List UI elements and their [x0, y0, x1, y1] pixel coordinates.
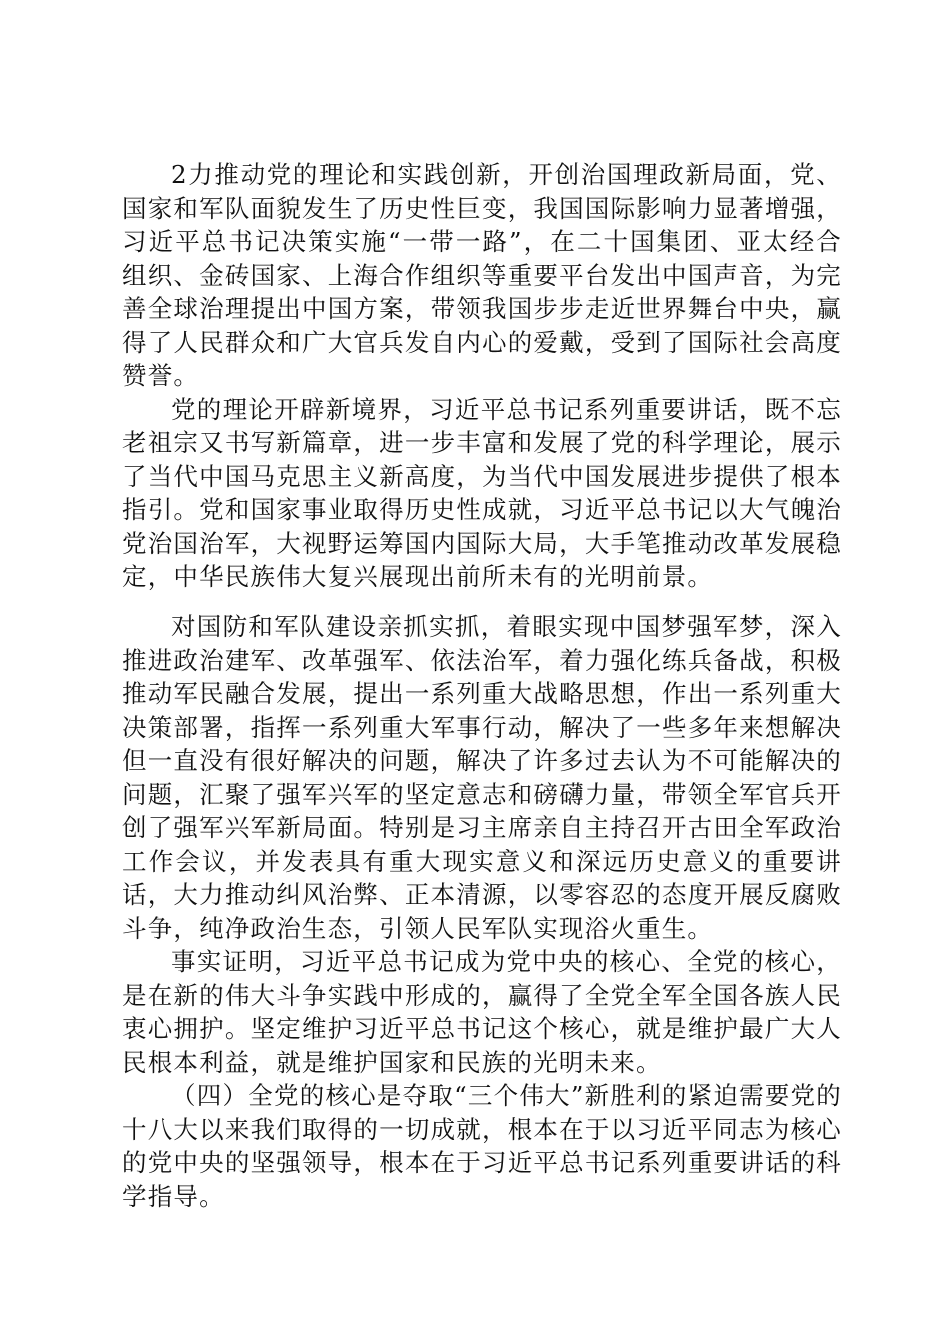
text-block-upper [122, 158, 842, 594]
paragraph: 事实证明，习近平总书记成为党中央的核心、全党的核心，是在新的伟大斗争实践中形成的，赢得了全党全军全国各族人民衷心拥护。坚定维护习近平总书记这个核心，就是维护最广大人民根本利益，就是维护国家和民族的光明未来。 [122, 947, 842, 1077]
paragraph: 2力推动党的理论和实践创新，开创治国理政新局面，党、国家和军队面貌发生了历史性巨变，我国国际影响力显著增强，习近平总书记决策实施“一带一路”，在二十国集团、亚太经合组织、金砖国家、上海合作组织等重要平台发出中国声音，为完善全球治理提出中国方案，带领我国步步走近世界舞台中央，赢得了人民群众和广大官兵发自内心的爱戴，受到了国际社会高度赞誉。 [122, 160, 842, 390]
paragraph: 对国防和军队建设亲抓实抓，着眼实现中国梦强军梦，深入推进政治建军、改革强军、依法治军，着力强化练兵备战，积极推动军民融合发展，提出一系列重大战略思想，作出一系列重大决策部署，指挥一系列重大军事行动，解决了一些多年来想解决但一直没有很好解决的问题，解决了许多过去认为不可能解决的问题，汇聚了强军兴军的坚定意志和磅礴力量，带领全军官兵开创了强军兴军新局面。特别是习主席亲自主持召开古田全军政治工作会议，并发表具有重大现实意义和深远历史意义的重要讲话，大力推动纠风治弊、正本清源，以零容忍的态度开展反腐败斗争，纯净政治生态，引领人民军队实现浴火重生。 [122, 612, 842, 943]
paragraph: 党的理论开辟新境界，习近平总书记系列重要讲话，既不忘老祖宗又书写新篇章，进一步丰富和发展了党的科学理论，展示了当代中国马克思主义新高度，为当代中国发展进步提供了根本指引。党和国家事业取得历史性成就，习近平总书记以大气魄治党治国治军，大视野运筹国内国际大局，大手笔推动改革发展稳定，中华民族伟大复兴展现出前所未有的光明前景。 [122, 394, 842, 591]
paragraph: （四）全党的核心是夺取“三个伟大”新胜利的紧迫需要党的十八大以来我们取得的一切成就，根本在于以习近平同志为核心的党中央的坚强领导，根本在于习近平总书记系列重要讲话的科学指导。 [122, 1081, 842, 1211]
text-block-lower [122, 610, 842, 1213]
